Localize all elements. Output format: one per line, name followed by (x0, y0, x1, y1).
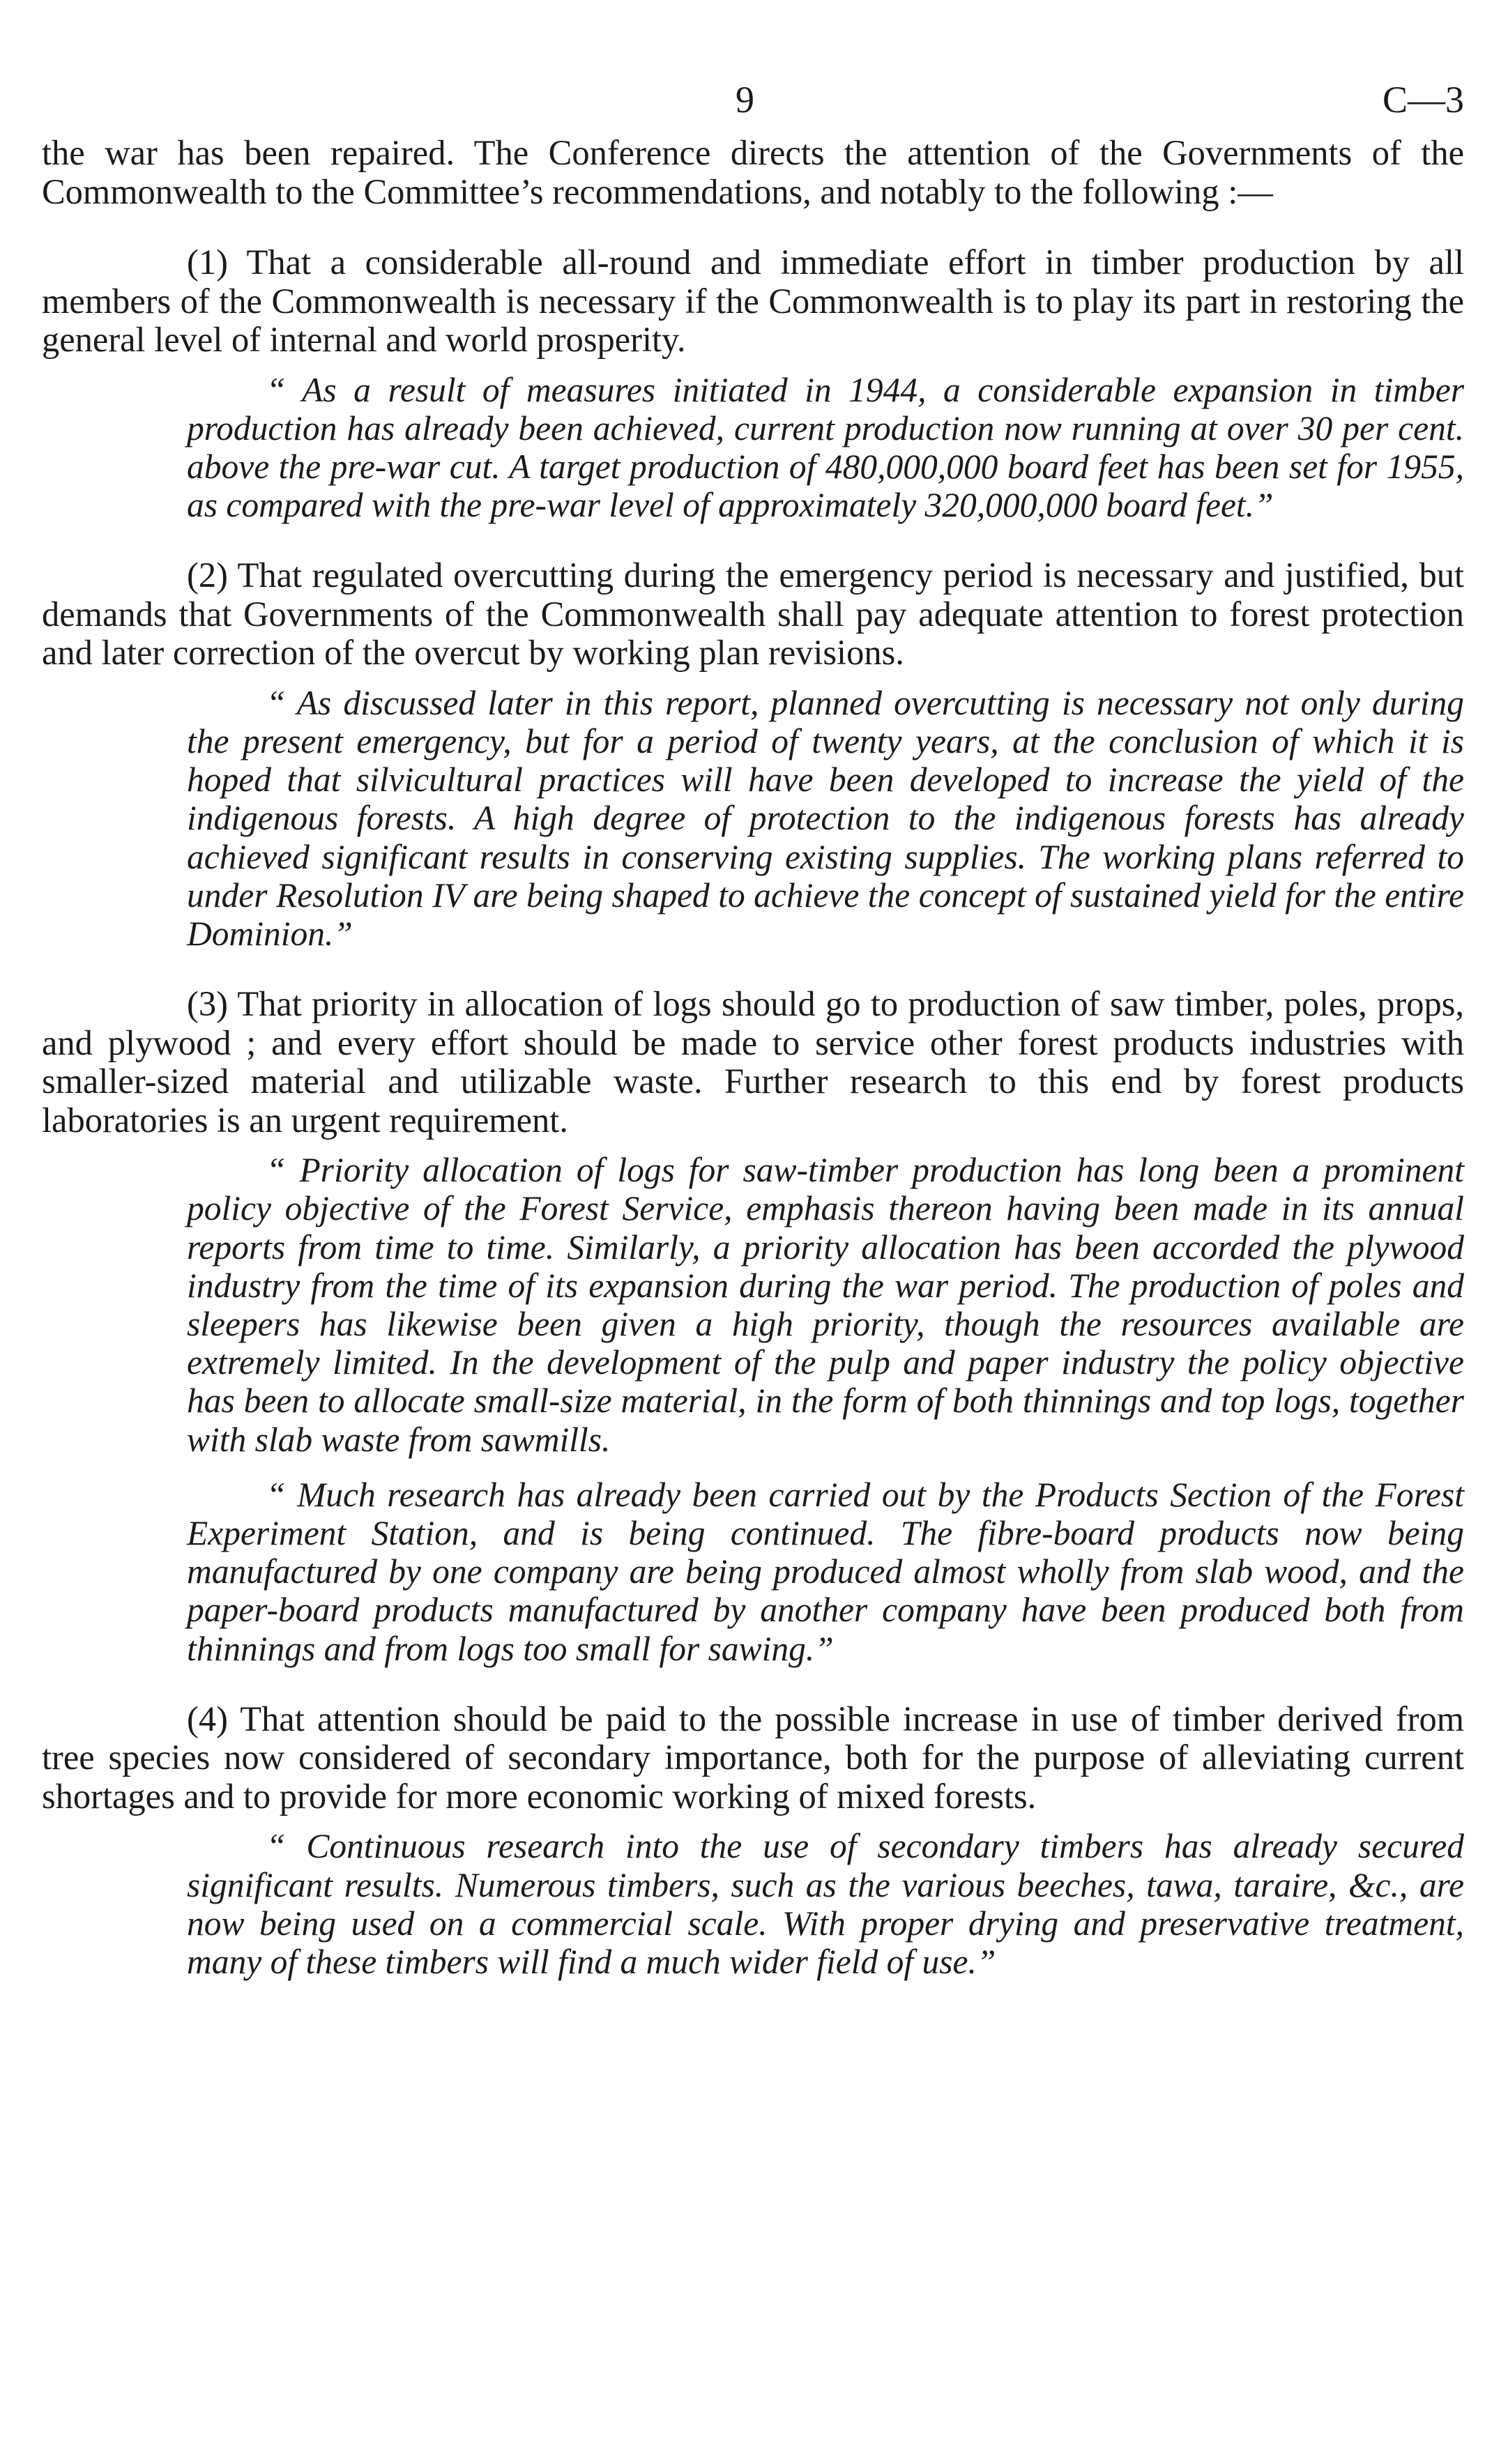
page-number: 9 (736, 79, 754, 121)
page-header (42, 78, 1464, 134)
recommendation-2-commentary: “ As discussed later in this report, planned overcutting is necessary not only during the present emergency, but for a period of twenty years, at the conclusion of which it is hoped that silvicultural practices will have been developed to increase the yield of the indigenous forests. A high degree of protection to the indigenous forests has already achieved significant results in conserving existing supplies. The working plans referred to under Resolution IV are being shaped to achieve the concept of sustained yield for the entire Dominion.” (187, 683, 1464, 954)
document-reference: C—3 (1382, 79, 1464, 121)
recommendation-1: (1) That a considerable all-round and immediate effort in timber production by all members of the Commonwealth is necessary if the Commonwealth is to play its part in restoring the general level of internal and world prosperity. (42, 243, 1464, 359)
recommendation-4: (4) That attention should be paid to the possible increase in use of timber derived from tree species now considered of secondary importance, both for the purpose of alleviating current shortages and to provide for more economic working of mixed forests. (42, 1699, 1464, 1816)
recommendation-1-commentary: “ As a result of measures initiated in 1944, a considerable expansion in timber production has already been achieved, current production now running at over 30 per cent. above the pre-war cut. A target production of 480,000,000 board feet has been set for 1955, as compared with the pre-war level of approximately 320,000,000 board feet.” (187, 370, 1464, 525)
recommendation-3-commentary: “ Priority allocation of logs for saw-timber production has long been a prominent policy objective of the Forest Service, emphasis thereon having been made in its annual reports from time to time. Similarly, a priority allocation has been accorded the plywood industry from the time of its expansion during the war period. The production of poles and sleepers has likewise been given a high priority, though the resources available are extremely limited. In the development of the pulp and paper industry the policy objective has been to allocate small-size material, in the form of both thinnings and top logs, together with slab waste from sawmills. (187, 1151, 1464, 1459)
document-page (42, 78, 1464, 1981)
intro-paragraph: the war has been repaired. The Conference directs the attention of the Governments of the Commonwealth to the Committee’s recommendations, and notably to the following :— (42, 133, 1464, 211)
recommendation-4-commentary: “ Continuous research into the use of secondary timbers has already secured significant results. Numerous timbers, such as the various beeches, tawa, taraire, &c., are now being used on a commercial scale. With proper drying and preservative treatment, many of these timbers will find a much wider field of use.” (187, 1827, 1464, 1981)
recommendation-2: (2) That regulated overcutting during the emergency period is necessary and justified, but demands that Governments of the Commonwealth shall pay adequate attention to forest protection and later correction of the overcut by working plan revisions. (42, 556, 1464, 673)
recommendation-3: (3) That priority in allocation of logs should go to production of saw timber, poles, props, and plywood ; and every effort should be made to service other forest products industries with smaller-sized material and utilizable waste. Further research to this end by forest products laboratories is an urgent requirement. (42, 984, 1464, 1140)
recommendation-3-commentary-research: “ Much research has already been carried out by the Products Section of the Forest Experiment Station, and is being continued. The fibre-board products now being manufactured by one company are being produced almost wholly from slab wood, and the paper-board products manufactured by another company have been produced both from thinnings and from logs too small for sawing.” (187, 1475, 1464, 1668)
